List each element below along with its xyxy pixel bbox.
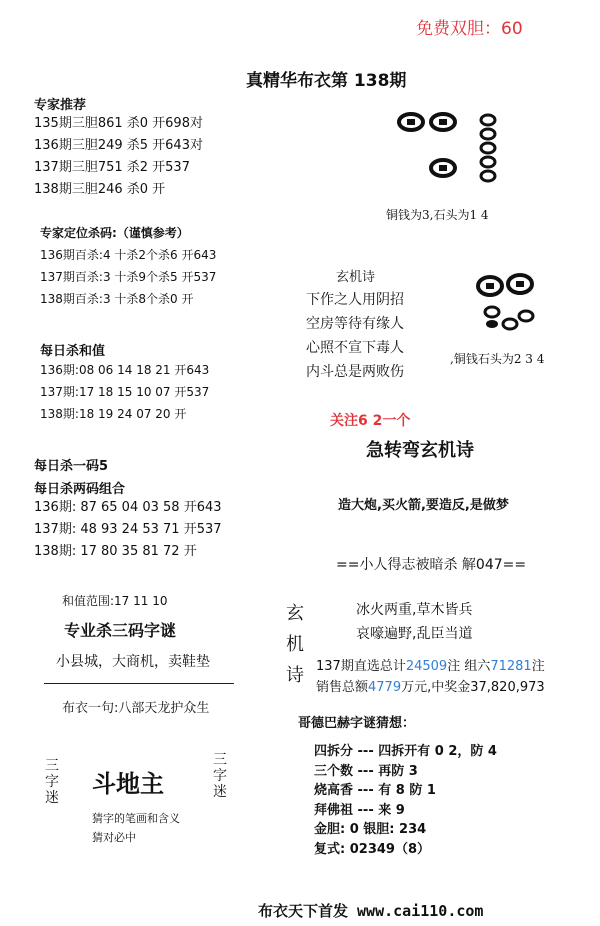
xuan-char: 诗 bbox=[286, 665, 304, 686]
xiaoren-line: ==小人得志被暗杀 解047== bbox=[336, 557, 527, 573]
sales-amount: 4779 bbox=[368, 680, 402, 695]
xuan-side bbox=[286, 598, 304, 691]
list-item: 137期:17 18 15 10 07 开537 bbox=[40, 385, 210, 399]
buyi-line: 布衣一句:八部天龙护众生 bbox=[62, 701, 210, 716]
daily-sum-list bbox=[40, 359, 209, 425]
jizhuan-line: 造大炮,买火箭,要造反,是做梦 bbox=[338, 498, 509, 513]
riddle-title: 专业杀三码字谜 bbox=[64, 621, 177, 640]
puzzle-hint: 猜对必中 bbox=[92, 831, 136, 844]
coins-stones-illustration bbox=[470, 270, 542, 338]
list-item: 138期: 17 80 35 81 72 开 bbox=[34, 544, 197, 559]
list-item: 复式: 02349（8） bbox=[314, 841, 430, 857]
poem-line: 空房等待有缘人 bbox=[306, 316, 404, 332]
expert-heading: 专家推荐 bbox=[34, 98, 87, 113]
list-item: 138期百杀:3 十杀8个杀0 开 bbox=[40, 292, 194, 306]
list-item: 137期三胆751 杀2 开537 bbox=[34, 160, 190, 175]
divider bbox=[44, 683, 234, 684]
stats-label: 137期直选总计 bbox=[316, 659, 406, 674]
list-item: 138期:18 19 24 07 20 开 bbox=[40, 407, 187, 421]
list-item: 137期: 48 93 24 53 71 开537 bbox=[34, 522, 222, 537]
stats-label: 万元,中奖金37,820,973 bbox=[401, 680, 545, 695]
coins-stones-illustration bbox=[396, 106, 506, 196]
sales-total-line bbox=[316, 676, 545, 695]
list-item: 136期三胆249 杀5 开643对 bbox=[34, 138, 203, 153]
coins-caption: 铜钱为3,石头为1 4 bbox=[386, 208, 489, 222]
poem-line: 下作之人用阴招 bbox=[306, 292, 404, 308]
list-item: 金胆: 0 银胆: 234 bbox=[314, 822, 427, 837]
puzzle-side-left: 三字迷 bbox=[45, 758, 59, 806]
daily-kill-two-heading: 每日杀两码组合 bbox=[34, 482, 126, 497]
coins-caption: ,铜钱石头为2 3 4 bbox=[450, 352, 545, 366]
goedel-list bbox=[314, 742, 497, 859]
group-six-count: 71281 bbox=[490, 659, 532, 674]
poem-line: 冰火两重,草木皆兵 bbox=[356, 602, 473, 618]
riddle-text: 小县城，大商机，卖鞋垫 bbox=[56, 654, 210, 670]
daily-kill-one-heading: 每日杀一码5 bbox=[34, 459, 109, 474]
free-double-label: 免费双胆：60 bbox=[416, 19, 523, 39]
list-item: 137期百杀:3 十杀9个杀5 开537 bbox=[40, 270, 217, 284]
goedel-heading: 哥德巴赫字谜猜想： bbox=[298, 716, 416, 731]
position-kill-heading: 专家定位杀码:（谨慎参考） bbox=[40, 226, 189, 240]
poem-line: 心照不宣下毒人 bbox=[306, 340, 404, 356]
follow-note: 关注6 2一个 bbox=[330, 413, 411, 429]
list-item: 拜佛祖 --- 来 9 bbox=[314, 802, 405, 818]
list-item: 136期:08 06 14 18 21 开643 bbox=[40, 363, 210, 377]
xuan-char: 机 bbox=[286, 634, 304, 655]
list-item: 三个数 --- 再防 3 bbox=[314, 763, 418, 779]
jizhuan-title: 急转弯玄机诗 bbox=[366, 440, 474, 461]
position-kill-list bbox=[40, 244, 216, 310]
poem-line: 内斗总是两败伤 bbox=[306, 364, 404, 380]
puzzle-side-right: 三字迷 bbox=[213, 752, 227, 800]
expert-list bbox=[34, 113, 203, 201]
list-item: 烧高香 --- 有 8 防 1 bbox=[314, 783, 436, 798]
stats-label: 注 bbox=[531, 659, 545, 674]
sum-range: 和值范围:17 11 10 bbox=[62, 594, 168, 608]
daily-kill-list bbox=[34, 497, 222, 563]
list-item: 135期三胆861 杀0 开698对 bbox=[34, 116, 203, 131]
xuanji-title: 玄机诗 bbox=[336, 270, 376, 285]
stats-label: 销售总额 bbox=[316, 680, 369, 695]
list-item: 138期三胆246 杀0 开 bbox=[34, 182, 166, 197]
puzzle-hint: 猜字的笔画和含义 bbox=[92, 812, 180, 825]
page-title: 真精华布衣第 138期 bbox=[246, 71, 407, 91]
footer-site: 布衣天下首发 www.cai110.com bbox=[258, 902, 484, 920]
stats-label: 注 组六 bbox=[447, 659, 491, 674]
list-item: 136期百杀:4 十杀2个杀6 开643 bbox=[40, 248, 217, 262]
poem-line: 哀嚎遍野,乱臣当道 bbox=[356, 626, 473, 642]
direct-count: 24509 bbox=[405, 659, 448, 674]
list-item: 136期: 87 65 04 03 58 开643 bbox=[34, 500, 222, 515]
puzzle-word: 斗地主 bbox=[92, 770, 164, 798]
daily-sum-heading: 每日杀和值 bbox=[40, 344, 106, 359]
xuanji-poem bbox=[306, 288, 404, 384]
xuan-char: 玄 bbox=[286, 603, 304, 624]
xuan-lines bbox=[356, 598, 472, 646]
sales-stats-line bbox=[316, 655, 545, 674]
list-item: 四拆分 --- 四拆开有 0 2，防 4 bbox=[314, 744, 497, 759]
